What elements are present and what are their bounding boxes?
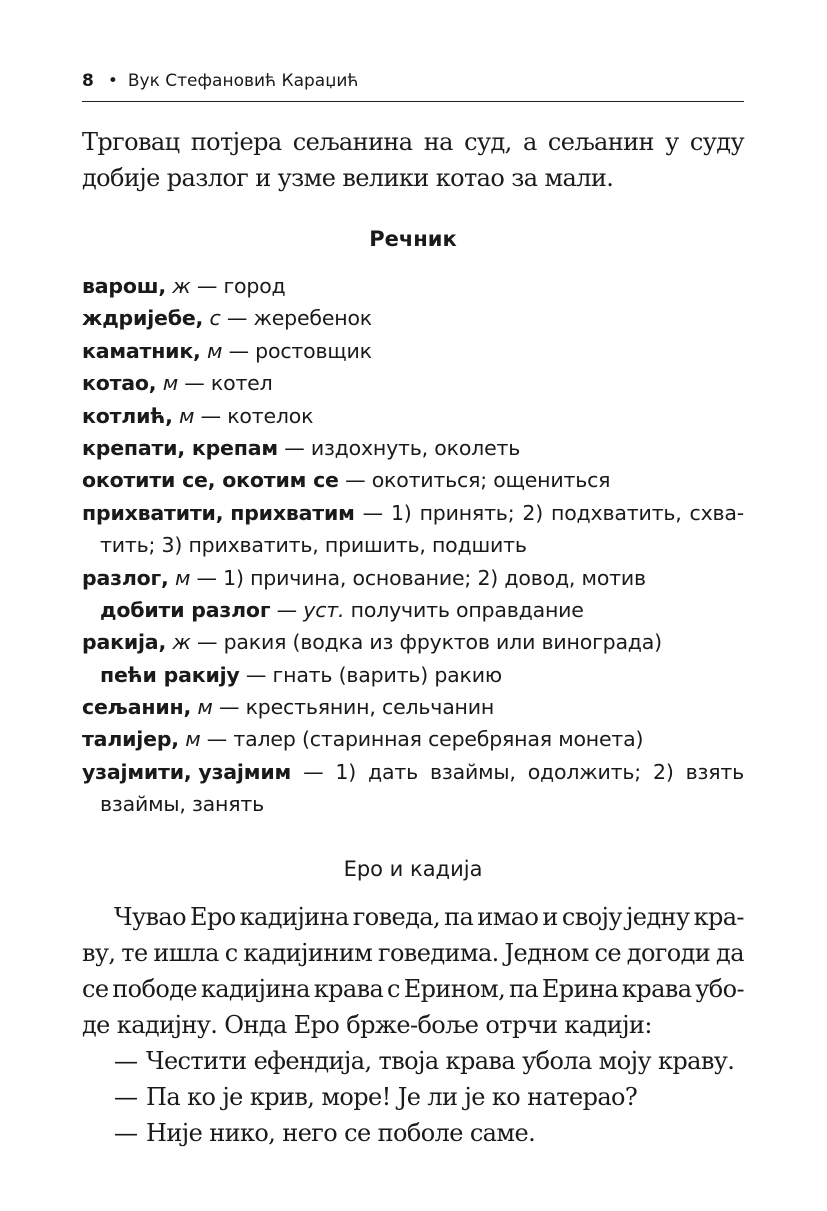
dialogue-text: Није нико, него се поболе саме.	[146, 1119, 536, 1147]
story-title: Еро и кадија	[343, 857, 483, 881]
intro-line-2: добије разлог и узме велики котао за мали.	[82, 164, 614, 192]
vocab-entry-continuation: взаймы, занять	[100, 792, 264, 817]
vocab-gram: м	[162, 371, 178, 396]
vocab-term: разлог,	[82, 565, 169, 590]
vocab-sub-gram: уст.	[303, 597, 345, 622]
story-word: убо-	[695, 975, 744, 1003]
story-word: и	[542, 903, 558, 931]
story-word: Ерина	[541, 975, 619, 1003]
intro-paragraph	[82, 124, 744, 196]
intro-word: суду	[689, 128, 744, 156]
story-word: догоди	[626, 939, 711, 967]
vocab-term: варош,	[82, 274, 166, 298]
vocab-term: ракија,	[82, 630, 167, 655]
vocab-entry	[82, 691, 744, 723]
vocab-sub-def: получить оправдание	[344, 597, 584, 622]
vocab-def: — издохнуть, околеть	[277, 435, 521, 460]
vocab-def: — 1) причина, основание; 2) довод, мотив	[190, 565, 646, 590]
dialogue-dash: —	[114, 1083, 138, 1111]
vocab-term: узајмити, узајмим	[82, 759, 292, 784]
vocab-subterm: пећи ракију	[100, 662, 240, 687]
story-word: говедима.	[377, 939, 499, 967]
intro-line-1	[82, 124, 744, 160]
vocab-def-word: одолжить;	[527, 759, 641, 784]
vocab-gram: с	[209, 306, 221, 331]
story-word: крава	[621, 975, 692, 1003]
story-word: па	[444, 903, 474, 931]
vocab-def-word: дать	[368, 759, 419, 784]
vocab-term: сељанин,	[82, 695, 192, 720]
intro-word: на	[423, 128, 453, 156]
vocab-entry-continuation: тить; 3) прихватить, пришить, подшить	[100, 533, 527, 558]
vocab-def-word: 2)	[653, 759, 674, 784]
vocab-def: — крестьянин, сельчанин	[212, 695, 495, 720]
intro-word: потјера	[190, 128, 282, 156]
story-word: имао	[477, 903, 539, 931]
vocab-def-word: взаймы,	[430, 759, 516, 784]
story-line-3	[82, 971, 744, 1007]
vocab-entry	[82, 432, 744, 464]
vocab-def: — котелок	[194, 403, 314, 428]
story-text	[82, 899, 744, 1151]
dialogue-line	[82, 1115, 744, 1151]
story-word: ишла	[153, 939, 219, 967]
vocab-gram: м	[206, 338, 223, 363]
vocab-def-word: —	[303, 759, 324, 784]
dialogue-line	[82, 1043, 744, 1079]
vocab-def: — город	[190, 274, 286, 298]
vocab-def-word: 1)	[335, 759, 357, 784]
vocab-def: — жеребенок	[220, 306, 372, 331]
vocab-entry	[82, 270, 744, 302]
story-word: се	[594, 939, 621, 967]
intro-word: Трговац	[82, 128, 180, 156]
vocab-def-word: подхватить,	[551, 500, 682, 525]
story-word: се	[82, 975, 109, 1003]
vocab-def-word: взять	[685, 759, 744, 784]
dialogue-line	[82, 1079, 744, 1115]
vocab-term: котлић,	[82, 403, 173, 428]
dialogue-text: Честити ефендија, твоја крава убола моју краву.	[146, 1047, 735, 1075]
story-word: кадијиним	[243, 939, 373, 967]
vocab-entry	[82, 400, 744, 432]
vocab-def-word: 1)	[390, 500, 412, 525]
vocab-gram: м	[197, 695, 213, 720]
story-line-1	[82, 899, 744, 935]
intro-word: суд,	[464, 128, 512, 156]
story-word: кра-	[693, 903, 744, 931]
dialogue-text: Па ко је крив, море! Је ли је ко натерао?	[146, 1083, 638, 1111]
vocab-entry	[82, 626, 744, 658]
story-word: говеда,	[352, 903, 441, 931]
vocab-term: ждријебе,	[82, 306, 204, 331]
intro-word: сељанина	[292, 128, 413, 156]
story-word: Еро	[190, 903, 236, 931]
running-head	[82, 67, 744, 95]
intro-word: сељанин	[547, 128, 654, 156]
bullet-separator: •	[107, 71, 118, 91]
story-word: крава	[313, 975, 384, 1003]
story-line-2	[82, 935, 744, 971]
vocab-gram: м	[174, 565, 191, 590]
vocabulary-heading: Речник	[369, 227, 457, 251]
story-word: па	[508, 975, 539, 1003]
story-word: Ерином,	[403, 975, 506, 1003]
vocab-gram: ж	[172, 274, 191, 298]
page-number: 8	[82, 71, 94, 91]
vocab-entry	[82, 464, 744, 496]
vocab-def-word: 2)	[522, 500, 544, 525]
story-word: Једном	[504, 939, 589, 967]
vocab-def-word: —	[362, 500, 383, 525]
vocab-def: — талер (старинная серебряная монета)	[200, 727, 644, 752]
vocab-gram: м	[179, 403, 195, 428]
vocab-gram: ж	[172, 630, 191, 655]
vocab-entry	[82, 497, 744, 529]
story-word: једну	[625, 903, 690, 931]
story-word: Чувао	[114, 903, 186, 931]
story-word: с	[387, 975, 400, 1003]
vocab-term: котао,	[82, 371, 157, 396]
vocab-term: талијер,	[82, 727, 179, 752]
vocab-entry	[82, 367, 744, 399]
vocab-subentry	[82, 659, 744, 691]
story-word: кадијина	[200, 975, 310, 1003]
vocab-subterm: добити разлог	[100, 597, 271, 622]
vocab-entry	[82, 335, 744, 367]
header-rule	[82, 101, 744, 102]
vocab-sub-pre: —	[270, 597, 304, 622]
story-word: с	[224, 939, 238, 967]
vocab-entry	[82, 302, 744, 334]
intro-word: а	[522, 128, 537, 156]
story-word: своју	[561, 903, 622, 931]
author-name: Вук Стефановић Караџић	[127, 71, 359, 91]
intro-word: у	[665, 128, 679, 156]
story-word: кадијина	[239, 903, 349, 931]
dialogue-dash: —	[114, 1047, 138, 1075]
vocab-term: крепати, крепам	[82, 435, 278, 460]
vocab-subentry	[82, 594, 744, 626]
vocab-gram: м	[185, 727, 201, 752]
vocab-term: каматник,	[82, 338, 201, 363]
story-word: ву,	[82, 939, 116, 967]
story-word: да	[716, 939, 744, 967]
vocab-def: — ракия (водка из фруктов или винограда)	[190, 630, 662, 655]
vocab-def-word: схва-	[689, 500, 744, 525]
vocab-def: — окотиться; ощениться	[338, 468, 611, 493]
vocab-entry	[82, 756, 744, 788]
vocab-def: — ростовщик	[222, 338, 372, 363]
vocab-def-word: принять;	[419, 500, 515, 525]
story-word: те	[121, 939, 148, 967]
vocab-term: окотити се, окотим се	[82, 468, 339, 493]
story-word: пободе	[112, 975, 198, 1003]
vocab-def: — котел	[177, 371, 273, 396]
dialogue-dash: —	[114, 1119, 138, 1147]
story-line-4: де кадијну. Онда Еро брже-боље отрчи кадији:	[82, 1011, 652, 1039]
vocab-entry	[82, 723, 744, 755]
vocab-sub-def: — гнать (варить) ракию	[239, 662, 502, 687]
vocabulary-list	[82, 270, 744, 821]
vocab-term: прихватити, прихватим	[82, 500, 355, 525]
vocab-entry	[82, 562, 744, 594]
